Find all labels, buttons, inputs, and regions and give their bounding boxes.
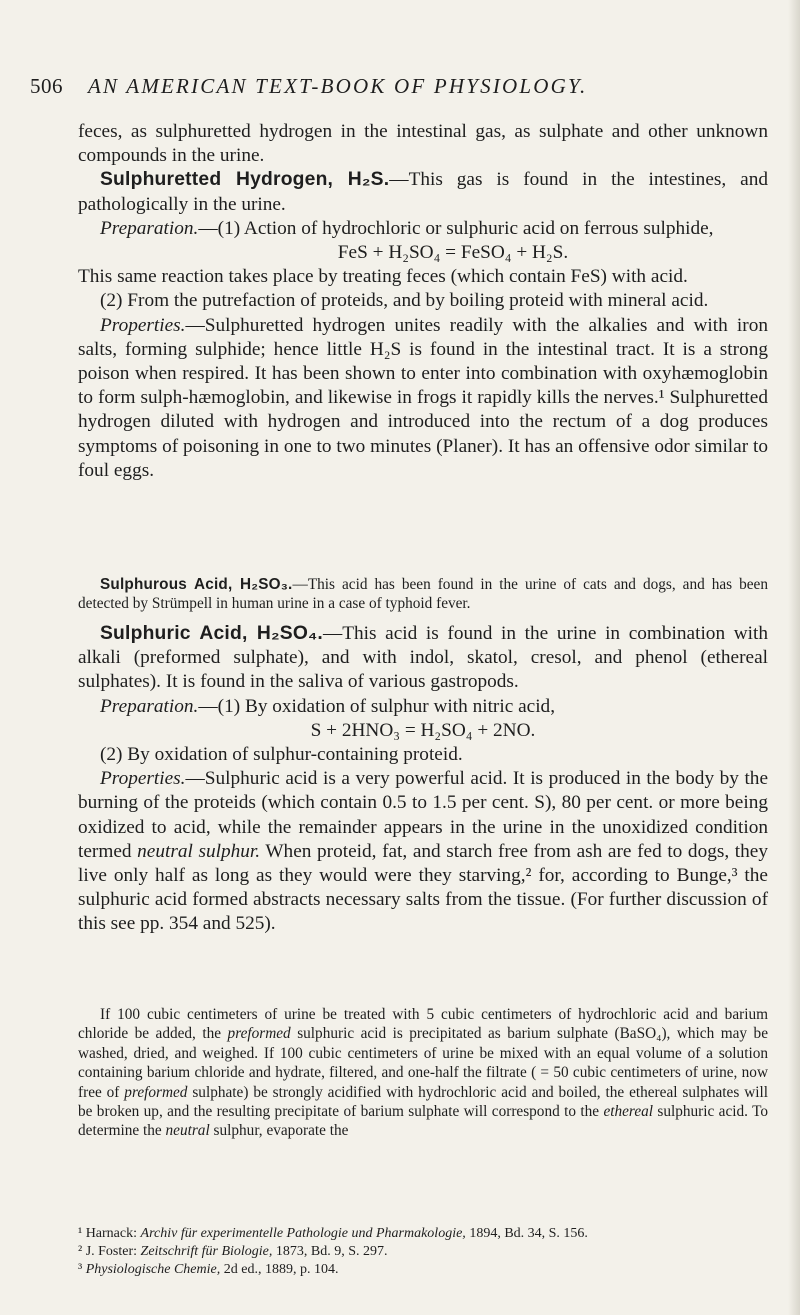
- sulphuric-preparation-text: —(1) By oxidation of sulphur with nitric acid,: [198, 695, 556, 717]
- paragraph-sulphuric-preparation: [78, 695, 768, 719]
- term-preformed: preformed: [227, 1025, 291, 1043]
- properties-label: Properties.: [100, 314, 186, 336]
- footnotes: [78, 1225, 768, 1279]
- heading-sulphurous-acid: Sulphurous Acid, H₂SO₃.: [100, 576, 293, 593]
- footnote-1: [78, 1225, 768, 1243]
- footnote-2-suffix: 1873, Bd. 9, S. 297.: [272, 1244, 388, 1259]
- body-block-sulphuric: [78, 622, 768, 937]
- method-text-e: sulphur, evaporate the: [209, 1122, 349, 1140]
- h2s-properties-text: —Sulphuretted hydrogen unites readily with the alkalies and with iron salts, forming sulphide; hence little H₂S is found in the intestinal tract. It is a strong poison when respired. It has been shown to enter into combination with oxyhæmoglobin to form sulph-hæmoglobin, and likewise in frogs it rapidly kills the nerves.¹ Sulphuretted hydrogen diluted with hydrogen and introduced into the rectum of a dog produces symptoms of poisoning in one to two minutes (Planer). It has an offensive odor similar to foul eggs.: [78, 314, 768, 481]
- paragraph-sulphurous-acid: [78, 575, 768, 614]
- sulphuric-properties-text-b: When proteid, fat, and starch free from ash are fed to dogs, they live only half as long as they would were they starving,² for, according to Bunge,³ the sulphuric acid formed abstracts necessary salts from the tissue. (For further discussion of this see pp. 354 and 525).: [78, 840, 768, 935]
- page-header: [30, 74, 760, 104]
- footnote-3-suffix: 2d ed., 1889, p. 104.: [220, 1262, 339, 1277]
- term-ethereal: ethereal: [603, 1103, 654, 1121]
- paragraph-sulphuric-acid: [78, 622, 768, 695]
- paragraph-h2s-preparation: [78, 217, 768, 241]
- properties-label: Properties.: [100, 768, 186, 790]
- heading-sulphuric-acid: Sulphuric Acid, H₂SO₄.: [100, 623, 323, 644]
- running-head: AN AMERICAN TEXT-BOOK OF PHYSIOLOGY.: [88, 74, 588, 98]
- paragraph-oxidation: (2) By oxidation of sulphur-containing proteid.: [100, 744, 463, 766]
- h2s-preparation-text: —(1) Action of hydrochloric or sulphuric acid on ferrous sulphide,: [198, 217, 714, 239]
- method-text-d: sulphuric acid. To determine the: [78, 1103, 769, 1140]
- paragraph-same-reaction: This same reaction takes place by treating feces (which contain FeS) with acid.: [78, 266, 688, 288]
- preparation-label: Preparation.: [100, 695, 199, 717]
- h2s-text: —This gas is found in the intestines, and pathologically in the urine.: [78, 169, 768, 215]
- sulphuric-properties-text-a: —Sulphuric acid is a very powerful acid. It is produced in the body by the burning of the proteids (which contain 0.5 to 1.5 per cent. S), 80 per cent. or more being oxidized to acid, while the remainder appears in the urine in the unoxidized condition termed: [78, 768, 768, 862]
- paragraph-h2s-properties: [78, 314, 768, 483]
- footnote-1-prefix: ¹ Harnack:: [78, 1226, 141, 1241]
- term-neutral: neutral: [165, 1122, 210, 1140]
- method-text-c: sulphate) be strongly acidified with hydrochloric acid and boiled, the ethereal sulphates will be broken up, and the resulting precipitate of barium sulphate will correspond to the: [78, 1083, 768, 1121]
- equation-nitric: S + 2HNO₃ = H₂SO₄ + 2NO.: [310, 719, 536, 741]
- footnote-1-title: Archiv für experimentelle Pathologie und Pharmakologie,: [140, 1226, 466, 1241]
- body-block-sulphurous: [78, 575, 768, 614]
- page-edge-shadow: [788, 0, 800, 1315]
- method-text-a: If 100 cubic centimeters of urine be treated with 5 cubic centimeters of hydrochloric acid and barium chloride be added, the: [78, 1006, 768, 1043]
- equation-fes: FeS + H₂SO₄ = FeSO₄ + H₂S.: [337, 242, 569, 264]
- paragraph-h2s-heading: [78, 168, 768, 216]
- body-block-1: [78, 120, 768, 483]
- method-text-b: sulphuric acid is precipitated as barium sulphate (BaSO₄), which may be washed, dried, and weighed. If 100 cubic centimeters of urine be mixed with an equal volume of a solution containing barium chloride and hydrate, filtered, and one-half the filtrate ( = 50 cubic centimeters of urine, now free of: [78, 1025, 768, 1101]
- heading-sulphuretted-hydrogen: Sulphuretted Hydrogen, H₂S.: [100, 169, 390, 191]
- preparation-label: Preparation.: [100, 217, 199, 239]
- paragraph-intro: feces, as sulphuretted hydrogen in the intestinal gas, as sulphate and other unknown compounds in the urine.: [78, 121, 768, 167]
- paragraph-putrefaction: (2) From the putrefaction of proteids, and by boiling proteid with mineral acid.: [100, 290, 709, 312]
- term-neutral-sulphur: neutral sulphur.: [137, 840, 261, 862]
- term-preformed: preformed: [124, 1083, 188, 1101]
- footnote-3: [78, 1261, 768, 1279]
- sulphuric-text: —This acid is found in the urine in combination with alkali (preformed sulphate), and with indol, skatol, cresol, and phenol (ethereal sulphates). It is found in the saliva of various gastropods.: [78, 623, 768, 693]
- footnote-3-prefix: ³: [78, 1262, 86, 1277]
- sulphurous-text: —This acid has been found in the urine of cats and dogs, and has been detected by Strümpell in human urine in a case of typhoid fever.: [78, 576, 768, 613]
- footnote-2: [78, 1243, 768, 1261]
- body-block-method: [78, 1005, 768, 1141]
- page-number: 506: [30, 74, 63, 98]
- footnote-3-title: Physiologische Chemie,: [85, 1262, 221, 1277]
- footnote-2-title: Zeitschrift für Biologie,: [140, 1244, 273, 1259]
- footnote-2-prefix: ² J. Foster:: [78, 1244, 141, 1259]
- paragraph-method: [78, 1005, 768, 1141]
- paragraph-sulphuric-properties: [78, 767, 768, 936]
- footnote-1-suffix: 1894, Bd. 34, S. 156.: [465, 1226, 588, 1241]
